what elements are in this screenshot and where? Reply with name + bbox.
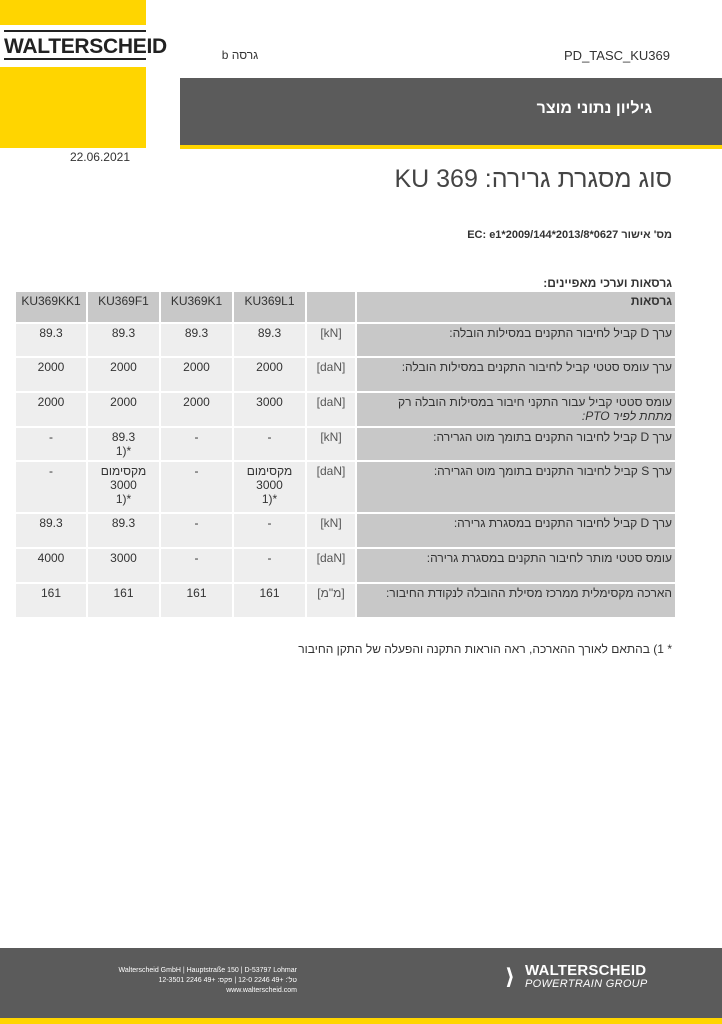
footnote: * 1) בהתאם לאורך ההארכה, ראה הוראות התקנה והפעלה של התקן החיבור <box>298 642 672 656</box>
value-cell <box>234 393 305 426</box>
value-cell <box>161 393 232 426</box>
description-cell <box>357 324 675 356</box>
table-row <box>16 514 675 547</box>
footer-brand-sub: POWERTRAIN GROUP <box>525 978 648 990</box>
value-cell <box>161 549 232 582</box>
table-row <box>16 549 675 582</box>
value-line: - <box>267 551 272 565</box>
value-cell <box>16 549 86 582</box>
value-cell <box>88 393 159 426</box>
description-cell <box>357 549 675 582</box>
unit-cell: [daN] <box>307 462 355 512</box>
value-cell <box>234 358 305 391</box>
value-line: - <box>194 516 199 530</box>
value-line: - <box>267 430 272 444</box>
value-line: 89.3 <box>184 326 209 340</box>
value-line: 3000 <box>110 478 137 492</box>
value-cell <box>234 428 305 460</box>
value-line: 161 <box>40 586 62 600</box>
value-line: 3000 <box>110 551 137 565</box>
desc-header: גרסאות <box>357 292 675 322</box>
value-line: 2000 <box>110 395 137 409</box>
description-cell <box>357 393 675 426</box>
value-line: 89.3 <box>111 516 136 530</box>
variant-header: KU369L1 <box>234 292 305 322</box>
website-link[interactable]: www.walterscheid.com <box>226 987 297 994</box>
value-cell <box>88 462 159 512</box>
variant-header: KU369F1 <box>88 292 159 322</box>
value-cell <box>16 393 86 426</box>
variant-header: KU369KK1 <box>16 292 86 322</box>
value-cell <box>88 514 159 547</box>
value-cell <box>234 549 305 582</box>
value-cell <box>88 358 159 391</box>
value-cell <box>161 514 232 547</box>
unit-cell: [מ"מ] <box>307 584 355 617</box>
value-cell <box>16 324 86 356</box>
value-line: 2000 <box>37 360 65 374</box>
value-cell <box>161 584 232 617</box>
value-line: 3000 <box>256 478 283 492</box>
description-cell <box>357 428 675 460</box>
value-line: 89.3 <box>257 326 282 340</box>
footer-address <box>57 966 297 996</box>
value-line: - <box>194 464 199 478</box>
section-heading: גרסאות וערכי מאפיינים: <box>543 276 672 290</box>
description-cell <box>357 358 675 391</box>
unit-header <box>307 292 355 322</box>
table-header-row <box>16 292 675 322</box>
description-text: ערך עומס סטטי קביל לחיבור התקנים במסילות הובלה: <box>401 360 672 374</box>
value-line: 1)* <box>115 492 132 506</box>
value-cell <box>88 549 159 582</box>
value-line: 89.3 <box>39 326 63 340</box>
value-line: 89.3 <box>39 516 63 530</box>
footer-brand: WALTERSCHEID <box>525 962 647 979</box>
value-line: 2000 <box>37 395 65 409</box>
value-line: מקסימום <box>100 464 147 478</box>
value-line: 89.3 <box>111 326 136 340</box>
value-cell <box>88 584 159 617</box>
table-row <box>16 393 675 426</box>
value-line: 161 <box>259 586 280 600</box>
unit-cell: [daN] <box>307 393 355 426</box>
value-line: 2000 <box>183 360 210 374</box>
value-cell <box>16 584 86 617</box>
description-cell <box>357 584 675 617</box>
unit-cell: [kN] <box>307 514 355 547</box>
description-text: ערך D קביל לחיבור התקנים בתומך מוט הגרירה: <box>433 430 672 444</box>
value-cell <box>16 462 86 512</box>
value-line: 161 <box>113 586 134 600</box>
value-cell <box>161 358 232 391</box>
table-row <box>16 462 675 512</box>
value-line: 2000 <box>110 360 137 374</box>
value-cell <box>161 324 232 356</box>
brand-yellow-block <box>0 0 146 148</box>
spec-table <box>14 290 677 619</box>
description-text: ערך D קביל לחיבור התקנים במסילות הובלה: <box>449 326 672 340</box>
phone-line: טל': +49 2246 12-0 | פקס: +49 2246 12-3501 <box>158 977 297 984</box>
document-version: גרסה b <box>221 48 259 62</box>
value-line: 4000 <box>37 551 65 565</box>
value-cell <box>88 428 159 460</box>
value-line: 89.3 <box>111 430 136 444</box>
value-line: - <box>49 464 53 478</box>
description-text: עומס סטטי קביל עבור התקני חיבור במסילות הובלה רק <box>397 395 672 409</box>
value-cell <box>161 462 232 512</box>
value-cell <box>16 514 86 547</box>
document-date: 22.06.2021 <box>69 150 130 164</box>
value-cell <box>16 358 86 391</box>
value-cell <box>88 324 159 356</box>
value-line: - <box>49 430 53 444</box>
variant-header: KU369K1 <box>161 292 232 322</box>
description-cell <box>357 514 675 547</box>
ec-approval-number: מס' אישור EC: e1*2009/144*2013/8*0627 <box>467 229 672 241</box>
value-cell <box>234 462 305 512</box>
description-note: מתחת לפיר PTO: <box>581 409 672 423</box>
description-text: ערך S קביל לחיבור התקנים בתומך מוט הגרירה: <box>433 464 672 478</box>
description-cell <box>357 462 675 512</box>
footer-yellow-strip <box>0 1018 722 1024</box>
description-text: ערך D קביל לחיבור התקנים במסגרת גרירה: <box>453 516 672 530</box>
unit-cell: [daN] <box>307 549 355 582</box>
value-cell <box>234 514 305 547</box>
value-line: מקסימום <box>246 464 293 478</box>
description-text: הארכה מקסימלית ממרכז מסילת ההובלה לנקודת החיבור: <box>385 586 672 600</box>
value-cell <box>161 428 232 460</box>
unit-cell: [daN] <box>307 358 355 391</box>
document-id: PD_TASC_KU369 <box>564 48 670 63</box>
address-line: Walterscheid GmbH | Hauptstraße 150 | D-53797 Lohmar <box>118 967 297 974</box>
table-row <box>16 428 675 460</box>
value-line: - <box>194 551 199 565</box>
value-line: 161 <box>186 586 207 600</box>
value-line: - <box>267 516 272 530</box>
unit-cell: [kN] <box>307 324 355 356</box>
description-text: עומס סטטי מותר לחיבור התקנים במסגרת גרירה: <box>426 551 672 565</box>
product-type-title: סוג מסגרת גרירה: KU 369 <box>394 165 672 193</box>
value-line: 1)* <box>115 444 132 458</box>
sheet-title: גיליון נתוני מוצר <box>536 100 652 117</box>
brand-mark-icon: ⟩ <box>505 964 516 989</box>
walterscheid-logo: WALTERSCHEID <box>4 30 146 60</box>
value-line: 1)* <box>261 492 278 506</box>
table-row <box>16 324 675 356</box>
value-cell <box>234 584 305 617</box>
table-row <box>16 584 675 617</box>
value-line: 2000 <box>256 360 283 374</box>
value-line: 3000 <box>256 395 283 409</box>
value-cell <box>16 428 86 460</box>
value-line: - <box>194 430 199 444</box>
table-row <box>16 358 675 391</box>
unit-cell: [kN] <box>307 428 355 460</box>
value-line: 2000 <box>183 395 210 409</box>
value-cell <box>234 324 305 356</box>
